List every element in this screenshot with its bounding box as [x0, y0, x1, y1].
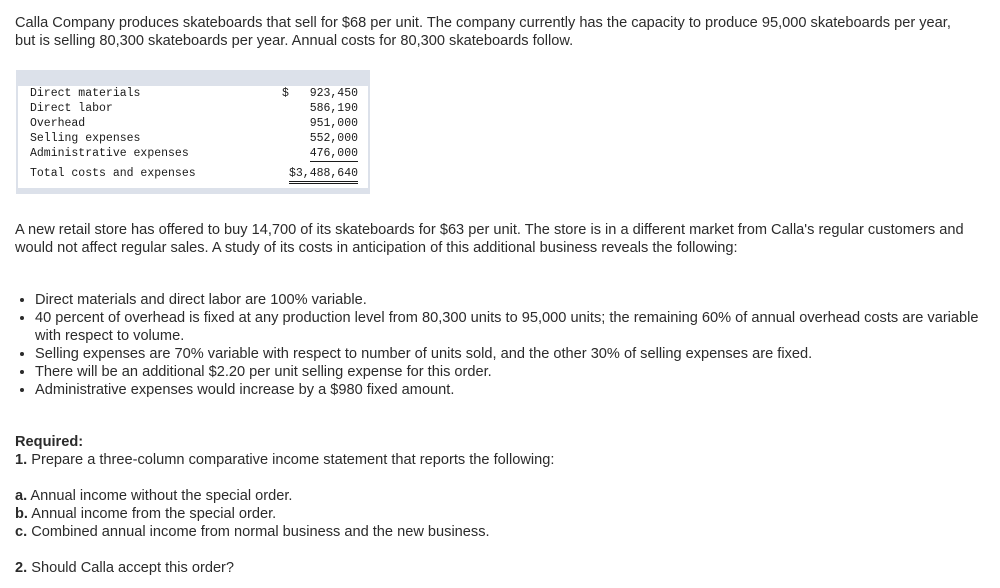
part-text: Combined annual income from normal business and the new business. [27, 524, 490, 540]
question-2 [15, 559, 975, 577]
row-label: Administrative expenses [30, 147, 189, 160]
total-amount: $3,488,640 [289, 166, 358, 184]
row-amount: 476,000 [309, 147, 358, 160]
part-c [15, 523, 975, 541]
table-row [18, 131, 368, 146]
total-row [18, 166, 368, 181]
assumptions-list [15, 291, 995, 399]
part-b [15, 505, 975, 523]
row-amount: 923,450 [309, 87, 358, 100]
row-label: Overhead [30, 117, 86, 130]
cost-table-body [18, 86, 368, 188]
question-number: 1. [15, 452, 28, 468]
part-letter: a. [15, 488, 28, 504]
question-number: 2. [15, 560, 28, 576]
row-label: Direct materials [30, 87, 141, 100]
list-item: • Direct materials and direct labor are 100% variable. [35, 291, 995, 309]
table-row [18, 146, 368, 161]
question-text: Prepare a three-column comparative income statement that reports the following: [27, 452, 555, 468]
table-row [18, 101, 368, 116]
question-text: Should Calla accept this order? [27, 560, 235, 576]
table-row [18, 116, 368, 131]
part-letter: b. [15, 506, 28, 522]
list-item: • Selling expenses are 70% variable with respect to number of units sold, and the other 30% of selling expenses are fixed. [35, 345, 995, 363]
row-label: Direct labor [30, 102, 113, 115]
intro-paragraph: Calla Company produces skateboards that sell for $68 per unit. The company currently has the capacity to produce 95,000 skateboards per year, but is selling 80,300 skateboards per year. Annual costs for 80,300 skateboards follow. [15, 15, 951, 49]
row-amount: 586,190 [309, 102, 358, 115]
part-a [15, 487, 975, 505]
list-item: • Administrative expenses would increase by a $980 fixed amount. [35, 381, 995, 399]
total-label: Total costs and expenses [30, 167, 196, 180]
required-heading: Required: [15, 434, 84, 450]
row-amount: 552,000 [309, 132, 358, 145]
currency-symbol: $ [282, 87, 289, 100]
table-row [18, 86, 368, 101]
row-label: Selling expenses [30, 132, 141, 145]
offer-paragraph: A new retail store has offered to buy 14,700 of its skateboards for $63 per unit. The store is in a different market from Calla's regular customers and would not affect regular sales. A study of its costs in anticipation of this additional business reveals the following: [15, 222, 964, 256]
list-item: • There will be an additional $2.20 per unit selling expense for this order. [35, 363, 995, 381]
row-amount: 951,000 [309, 117, 358, 130]
part-text: Annual income without the special order. [27, 488, 293, 504]
part-letter: c. [15, 524, 28, 540]
cost-table [16, 70, 370, 194]
question-1 [15, 451, 975, 469]
list-item: • 40 percent of overhead is fixed at any production level from 80,300 units to 95,000 units; the remaining 60% of annual overhead costs are variable with respect to volume. [35, 309, 995, 345]
part-text: Annual income from the special order. [27, 506, 277, 522]
